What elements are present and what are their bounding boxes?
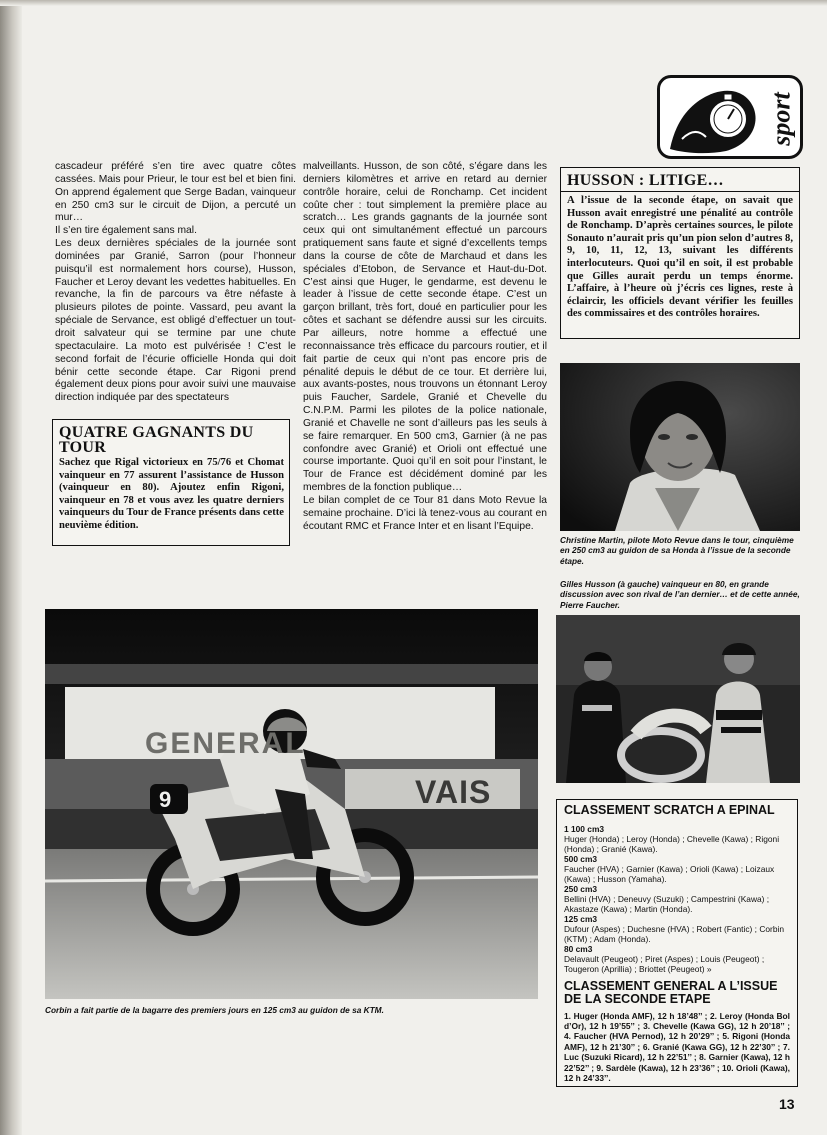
- article-paragraph: cascadeur préféré s’en tire avec quatre côtes cassées. Mais pour Prieur, le tour est bel et bien fini. On apprend également que Serge Badan, vainqueur en 250 cm3 sur le circuit de Dijon, a percuté un mur…: [55, 161, 296, 224]
- article-paragraph: Le bilan complet de ce Tour 81 dans Moto Revue la semaine prochaine. D’ici là tenez-vous au courant en écoutant RMC et France Inter et en lisant l’Equipe.: [303, 494, 547, 532]
- box-title: HUSSON : LITIGE…: [561, 173, 799, 192]
- banner-text-2: VAIS: [415, 774, 492, 810]
- sport-logo-word: sport: [766, 92, 796, 146]
- scratch-title: CLASSEMENT SCRATCH A EPINAL: [564, 803, 775, 817]
- portrait-illustration: [560, 363, 800, 531]
- box-title: QUATRE GAGNANTS DU TOUR: [59, 424, 254, 456]
- category-name: 125 cm3: [564, 913, 598, 924]
- page-top-edge: [0, 0, 827, 6]
- riders-illustration: [556, 615, 800, 783]
- husson-litige-box: [560, 167, 800, 339]
- general-title: CLASSEMENT GENERAL A L’ISSUE DE LA SECONDE ETAPE: [564, 978, 778, 1006]
- box-body: A l’issue de la seconde étape, on savait que Husson avait enregistré une pénalité au contrôle de Ronchamp. D’après certaines sources, le pilote Sonauto n’aurait pris qu’un pion selon d’autres 8, 9, 10, 11, 12, 13, suivant les différents interlocuteurs. Quoi qu’il en soit, il est probable que Gilles aurait perdu un temps énorme. L’affaire, à l’heure où j’écris ces lignes, reste à éclaircir, les officiels devant vérifier les feuilles des commissaires et des contrôles horaires.: [567, 195, 793, 320]
- article-column-2: [303, 161, 547, 533]
- category-name: 1 100 cm3: [564, 823, 605, 834]
- page-spine-shadow: [0, 0, 22, 1135]
- caption-gilles-husson: Gilles Husson (à gauche) vainqueur en 80, en grande discussion avec son rival de l’an dernier… et de cette année, Pierre Faucher.: [560, 579, 800, 610]
- scratch-category: [564, 944, 790, 974]
- category-results: Huger (Honda) ; Leroy (Honda) ; Chevelle (Kawa) ; Rigoni (Honda) ; Granié (Kawa).: [564, 833, 780, 854]
- article-column-1: [55, 161, 296, 405]
- quatre-gagnants-box: [52, 419, 290, 546]
- category-name: 80 cm3: [564, 943, 593, 954]
- category-results: Bellini (HVA) ; Deneuvy (Suzuki) ; Campestrini (Kawa) ; Akastaze (Kawa) ; Martin (Honda).: [564, 893, 770, 914]
- category-results: Dufour (Aspes) ; Duchesne (HVA) ; Robert (Fantic) ; Corbin (KTM) ; Adam (Honda).: [564, 923, 784, 944]
- photo-christine-martin: [560, 363, 800, 531]
- category-results: Faucher (HVA) ; Garnier (Kawa) ; Orioli (Kawa) ; Loizaux (Kawa) ; Husson (Yamaha).: [564, 863, 775, 884]
- article-paragraph: Il s’en tire également sans mal.: [55, 225, 197, 237]
- results-box: [556, 799, 798, 1087]
- category-results: Delavault (Peugeot) ; Piret (Aspes) ; Louis (Peugeot) ; Tougeron (Aprillia) ; Briottet (Peugeot) »: [564, 953, 765, 974]
- caption-corbin: Corbin a fait partie de la bagarre des premiers jours en 125 cm3 au guidon de sa KTM.: [45, 1005, 384, 1015]
- stopwatch-hand-icon: [662, 79, 772, 157]
- scratch-category: [564, 884, 790, 914]
- category-name: 250 cm3: [564, 883, 598, 894]
- sport-logo: [657, 75, 803, 159]
- photo-corbin-ktm: [45, 609, 538, 999]
- category-name: 500 cm3: [564, 853, 598, 864]
- banner-text: GENERAL: [145, 727, 306, 760]
- article-paragraph: malveillants. Husson, de son côté, s’égare dans les derniers kilomètres et arrive en retard au dernier contrôle horaire, celui de Ronchamp. Cet incident coûte cher : tout simplement la première place au scratch… Les grands gagnants de la journée sont ceux qui ont simultanément effectué un parcours pratiquement sans faute et signé d’excellents temps dans la course de côte de Marchaud et dans les spéciales d’Etobon, de Servance et Haut-du-Dot. C’est ainsi que Huger, le gendarme, est devenu le leader à l’issue de cette seconde étape. C’est un garçon brillant, très fort, doué en particulier pour les côtes et sachant se défendre aussi sur les circuits. Par ailleurs, notre homme a effectué une reconnaissance très efficace du parcours routier, et il fait partie de ceux qui n’ont pas encore pris de pénalité depuis le début de ce tour. Et derrière lui, aux avants-postes, nous trouvons un étonnant Leroy puis Faucher, Sardele, Granié et Chevelle du C.N.P.M. Parmi les pilotes de la police nationale, Granié et Chavelle ne sont d’ailleurs pas les seuls à se faire remarquer. En 500 cm3, Garnier (à ne pas confondre avec Granié) et Orioli ont effectué une course importante. Quoi qu’il en soit pour l’instant, le Tour de France est décidément dominé par les membres de la fonction publique…: [303, 161, 547, 494]
- scratch-category: [564, 854, 790, 884]
- scratch-category: [564, 824, 790, 854]
- caption-christine-martin: Christine Martin, pilote Moto Revue dans le tour, cinquième en 250 cm3 au guidon de sa Honda à l’issue de la seconde étape.: [560, 535, 794, 566]
- race-number: 9: [159, 787, 172, 812]
- page-number: 13: [779, 1096, 795, 1112]
- box-body: Sachez que Rigal victorieux en 75/76 et Chomat vainqueur en 77 assurent l’assistance de Husson (vainqueur en 80). Ajoutez enfin Rigoni, vainqueur en 78 et vous avez les quatre derniers vainqueurs du Tour de France présents dans cette neuvième édition.: [59, 457, 284, 531]
- article-paragraph: Les deux dernières spéciales de la journée sont dominées par Granié, Sarron (pour l’honneur puisqu’il est normalement hors course), Husson, Faucher et Leroy devant les vedettes habituelles. En revanche, la fin de parcours va être néfaste à plusieurs pilotes de pointe. Vassard, peu avant la spéciale de Servance, est obligé d’effectuer un tout-droit salvateur qui se termine par une chute spectaculaire. La moto est pulvérisée ! C’est le second forfait de l’écurie officielle Honda qui doit bénir cette seconde étape. Car Rigoni prend également deux pions pour avoir suivi une mauvaise direction indiquée par des spectateurs: [55, 238, 296, 404]
- photo-husson-faucher: [556, 615, 800, 783]
- scratch-category: [564, 914, 790, 944]
- general-results: 1. Huger (Honda AMF), 12 h 18’48’’ ; 2. Leroy (Honda Bol d’Or), 12 h 19’55’’ ; 3. Chevelle (Kawa GG), 12 h 20’18’’ ; 4. Faucher (HVA Pernod), 12 h 20’29’’ ; 5. Rigoni (Honda AMF), 12 h 21’30’’ ; 6. Granié (Kawa GG), 12 h 22’30’’ ; 7. Luc (Suzuki Ricard), 12 h 22’51’’ ; 8. Garnier (Kawa), 12 h 22’52’’ ; 9. Sardèle (Kawa), 12 h 23’36’’ ; 10. Orioli (Kawa), 12 h 24’33’’.: [564, 1010, 790, 1083]
